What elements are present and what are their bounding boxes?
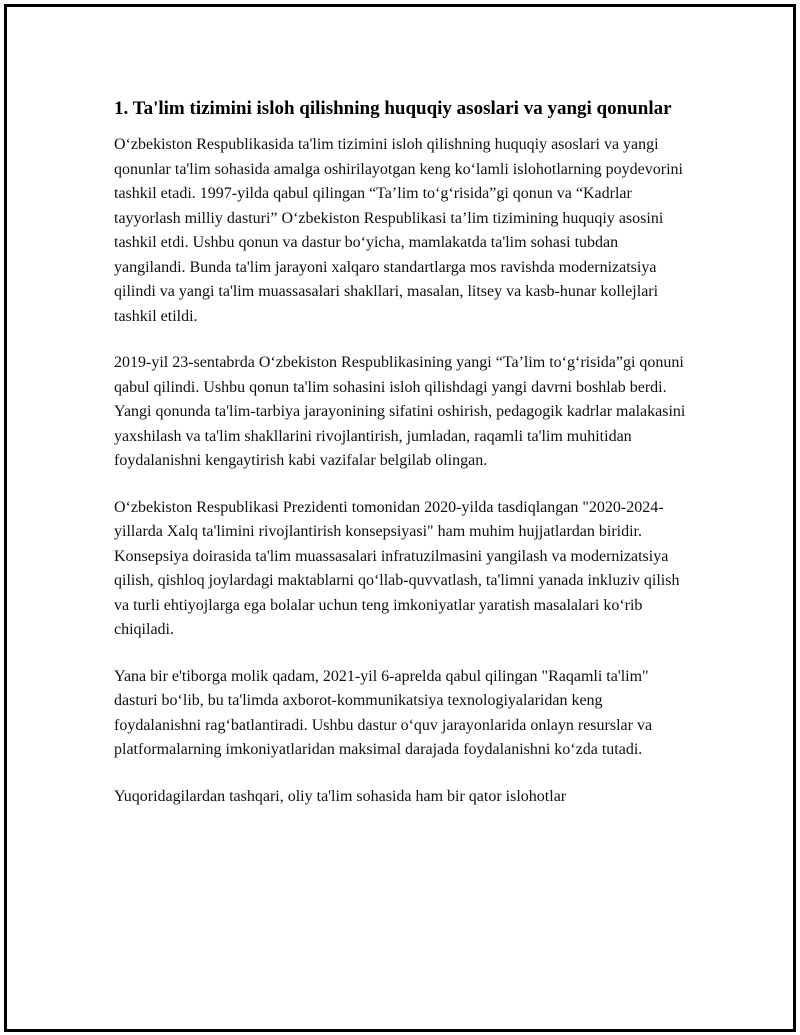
paragraph-2019-law: 2019-yil 23-sentabrda O‘zbekiston Respublikasining yangi “Ta’lim to‘g‘risida”gi qonuni qabul qilindi. Ushbu qonun ta'lim sohasini isloh qilishdagi yangi davrni boshlab berdi. Yangi qonunda ta'lim-tarbiya jarayonining sifatini oshirish, pedagogik kadrlar malakasini yaxshilash va ta'lim shakllarini rivojlantirish, jumladan, raqamli ta'lim muhitidan foydalanishni kengaytirish kabi vazifalar belgilab olingan.: [114, 354, 686, 469]
paragraph-legal-foundations: O‘zbekiston Respublikasida ta'lim tizimini isloh qilishning huquqiy asoslari va yangi qonunlar ta'lim sohasida amalga oshirilayotgan keng ko‘lamli islohotlarning poydevorini tashkil etadi. 1997-yilda qabul qilingan “Ta’lim to‘g‘risida”gi qonun va “Kadrlar tayyorlash milliy dasturi” O‘zbekiston Respublikasi ta’lim tizimining huquqiy asosini tashkil etdi. Ushbu qonun va dastur bo‘yicha, mamlakatda ta'lim sohasi tubdan yangilandi. Bunda ta'lim jarayoni xalqaro standartlarga mos ravishda modernizatsiya qilindi va yangi ta'lim muassasalari shakllari, masalan, litsey va kasb-hunar kollejlari tashkil etildi.: [114, 136, 683, 325]
paragraph-higher-education: Yuqoridagilardan tashqari, oliy ta'lim sohasida ham bir qator islohotlar: [114, 787, 567, 805]
paragraph-2020-concept: O‘zbekiston Respublikasi Prezidenti tomonidan 2020-yilda tasdiqlangan "2020-2024-yillarda Xalq ta'limini rivojlantirish konsepsiyasi" ham muhim hujjatlardan biridir. Konsepsiya doirasida ta'lim muassasalari infratuzilmasini yangilash va modernizatsiya qilish, qishloq joylardagi maktablarni qo‘llab-quvvatlash, ta'limni yanada inkluziv qilish va turli ehtiyojlarga ega bolalar uchun teng imkoniyatlar yaratish masalalari ko‘rib chiqiladi.: [114, 498, 680, 638]
document-body: [114, 94, 686, 831]
section-heading: 1. Ta'lim tizimini isloh qilishning huquqiy asoslari va yangi qonunlar: [114, 98, 672, 119]
paragraph-digital-education: Yana bir e'tiborga molik qadam, 2021-yil 6-aprelda qabul qilingan "Raqamli ta'lim" dasturi bo‘lib, bu ta'limda axborot-kommunikatsiya texnologiyalaridan keng foydalanishni rag‘batlantiradi. Ushbu dastur o‘quv jarayonlarida onlayn resurslar va platformalarning imkoniyatlaridan maksimal darajada foydalanishni ko‘zda tutadi.: [114, 667, 653, 758]
